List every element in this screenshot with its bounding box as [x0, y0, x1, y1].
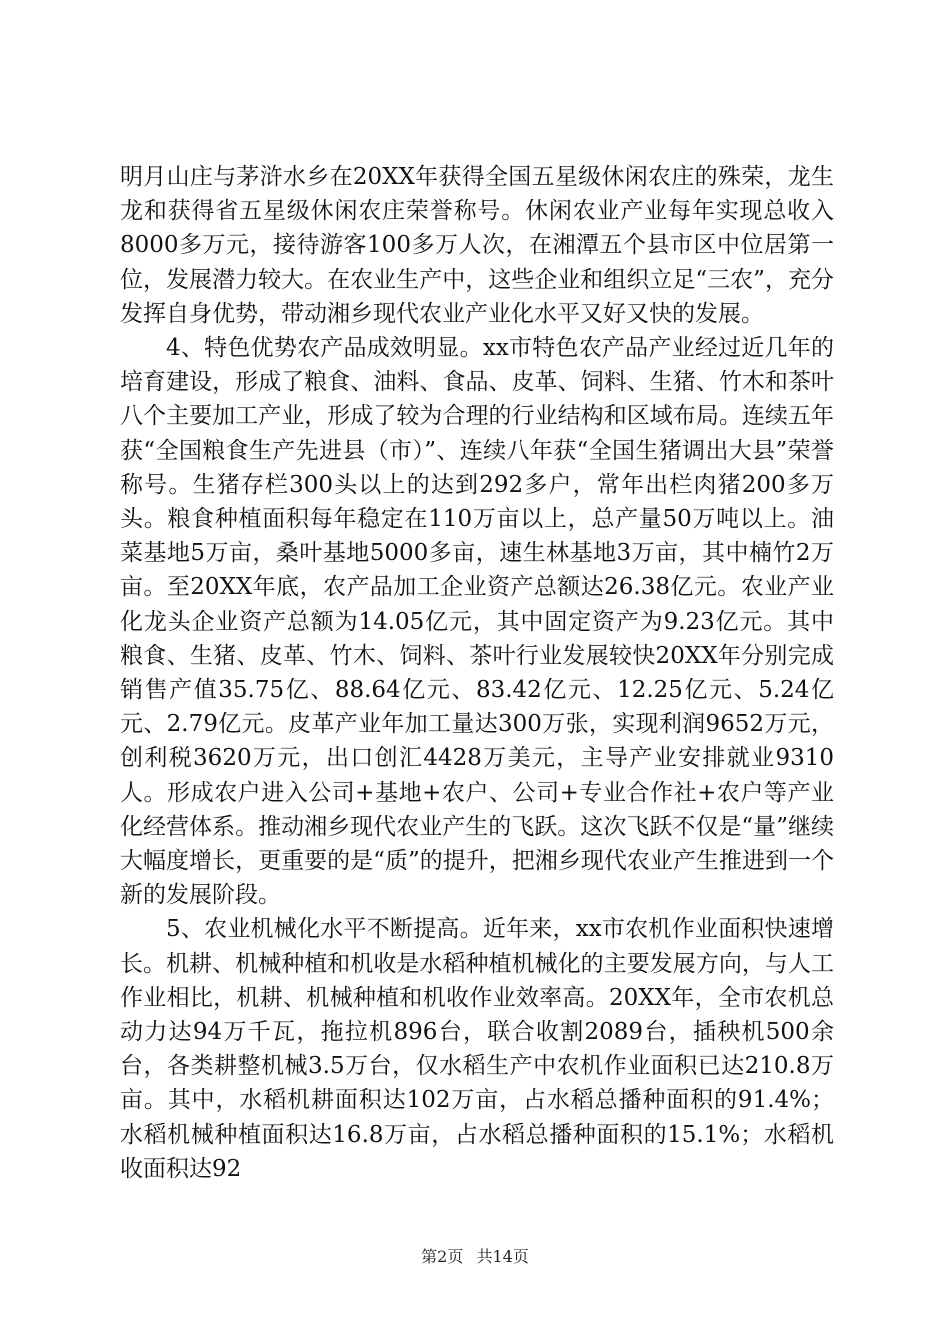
- page-number: 第2页: [421, 1247, 464, 1266]
- paragraph-3: 5、农业机械化水平不断提高。近年来，xx市农机作业面积快速增长。机耕、机械种植和机收是水稻种植机械化的主要发展方向，与人工作业相比，机耕、机械种植和机收作业效率高。20XX年，全市农机总动力达94万千瓦，拖拉机896台，联合收割2089台，插秧机500余台，各类耕整机械3.5万台，仅水稻生产中农机作业面积已达210.8万亩。其中，水稻机耕面积达102万亩，占水稻总播种面积的91.4%；水稻机械种植面积达16.8万亩，占水稻总播种面积的15.1%；水稻机收面积达92: [120, 916, 834, 1182]
- paragraph-1: 明月山庄与茅浒水乡在20XX年获得全国五星级休闲农庄的殊荣，龙生龙和获得省五星级休闲农庄荣誉称号。休闲农业产业每年实现总收入8000多万元，接待游客100多万人次，在湘潭五个县市区中位居第一位，发展潜力较大。在农业生产中，这些企业和组织立足“三农”，充分发挥自身优势，带动湘乡现代农业产业化水平又好又快的发展。: [120, 164, 834, 327]
- paragraph-2: 4、特色优势农产品成效明显。xx市特色农产品产业经过近几年的培育建设，形成了粮食、油料、食品、皮革、饲料、生猪、竹木和茶叶八个主要加工产业，形成了较为合理的行业结构和区域布局。连续五年获“全国粮食生产先进县（市）”、连续八年获“全国生猪调出大县”荣誉称号。生猪存栏300头以上的达到292多户，常年出栏肉猪200多万头。粮食种植面积每年稳定在110万亩以上，总产量50万吨以上。油菜基地5万亩，桑叶基地5000多亩，速生林基地3万亩，其中楠竹2万亩。至20XX年底，农产品加工企业资产总额达26.38亿元。农业产业化龙头企业资产总额为14.05亿元，其中固定资产为9.23亿元。其中粮食、生猪、皮革、竹木、饲料、茶叶行业发展较快20XX年分别完成销售产值35.75亿、88.64亿元、83.42亿元、12.25亿元、5.24亿元、2.79亿元。皮革产业年加工量达300万张，实现利润9652万元，创利税3620万元，出口创汇4428万美元，主导产业安排就业9310人。形成农户进入公司+基地+农户、公司+专业合作社+农户等产业化经营体系。推动湘乡现代农业产生的飞跃。这次飞跃不仅是“量”继续大幅度增长，更重要的是“质”的提升，把湘乡现代农业产生推进到一个新的发展阶段。: [120, 335, 834, 909]
- page-total: 共14页: [476, 1247, 529, 1266]
- document-body: [120, 160, 834, 1186]
- page-footer: [0, 1244, 950, 1267]
